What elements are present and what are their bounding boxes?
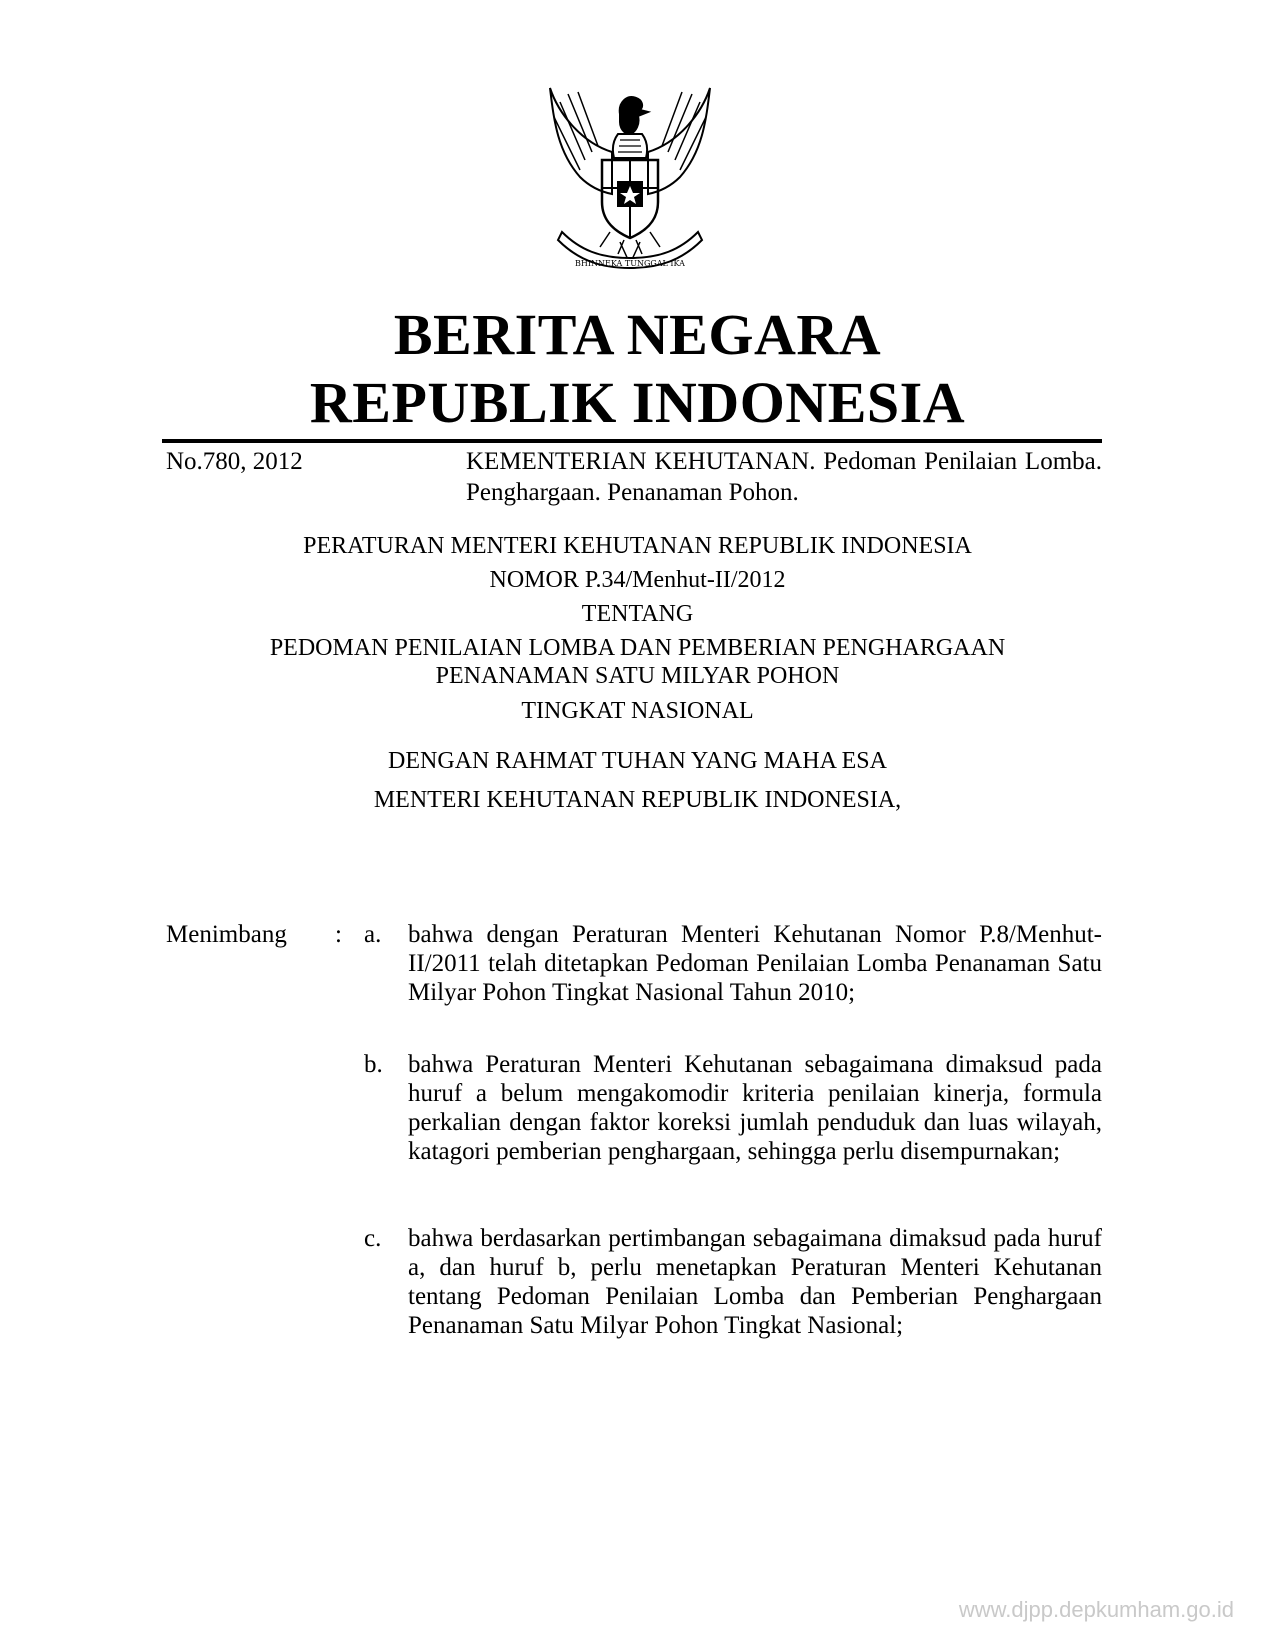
regulation-subject-line1: PEDOMAN PENILAIAN LOMBA DAN PEMBERIAN PENGHARGAAN <box>269 635 1006 661</box>
preamble-line2: MENTERI KEHUTANAN REPUBLIK INDONESIA, <box>373 787 902 813</box>
consideration-text: bahwa dengan Peraturan Menteri Kehutanan Nomor P.8/Menhut-II/2011 telah ditetapkan Pedoman Penilaian Lomba Penanaman Satu Milyar Pohon Tingkat Nasional Tahun 2010; <box>408 921 1102 1006</box>
gazette-number: No.780, 2012 <box>166 448 303 475</box>
gazette-subject: KEMENTERIAN KEHUTANAN. Pedoman Penilaian Lomba. Penghargaan. Penanaman Pohon. <box>466 448 1102 506</box>
consideration-letter: a. <box>364 921 382 948</box>
preamble-line1: DENGAN RAHMAT TUHAN YANG MAHA ESA <box>388 748 887 774</box>
masthead-line1: BERITA NEGARA <box>393 302 882 367</box>
regulation-number: NOMOR P.34/Menhut-II/2012 <box>489 567 786 593</box>
considerations-label: Menimbang <box>166 921 287 948</box>
considerations-colon: : <box>335 921 342 948</box>
consideration-text: bahwa Peraturan Menteri Kehutanan sebagaimana dimaksud pada huruf a belum mengakomodir kriteria penilaian kinerja, formula perkalian dengan faktor koreksi jumlah penduduk dan luas wilayah, katagori pemberian penghargaan, sehingga perlu disempurnakan; <box>408 1051 1102 1165</box>
consideration-text: bahwa berdasarkan pertimbangan sebagaimana dimaksud pada huruf a, dan huruf b, perlu menetapkan Peraturan Menteri Kehutanan tentang Pedoman Penilaian Lomba dan Pemberian Penghargaan Penanaman Satu Milyar Pohon Tingkat Nasional; <box>408 1225 1102 1339</box>
emblem-motto: BHINNEKA TUNGGAL IKA <box>575 259 685 268</box>
garuda-emblem <box>540 82 720 278</box>
regulation-subject-line2: PENANAMAN SATU MILYAR POHON <box>435 663 840 689</box>
regulation-about: TENTANG <box>581 601 694 627</box>
regulation-subject-line3: TINGKAT NASIONAL <box>521 698 754 724</box>
masthead-line2: REPUBLIK INDONESIA <box>309 370 966 435</box>
header-divider <box>162 439 1102 443</box>
consideration-letter: c. <box>364 1225 382 1252</box>
consideration-letter: b. <box>364 1051 383 1078</box>
regulation-title: PERATURAN MENTERI KEHUTANAN REPUBLIK INDONESIA <box>303 533 972 559</box>
watermark: www.djpp.depkumham.go.id <box>958 1597 1234 1622</box>
